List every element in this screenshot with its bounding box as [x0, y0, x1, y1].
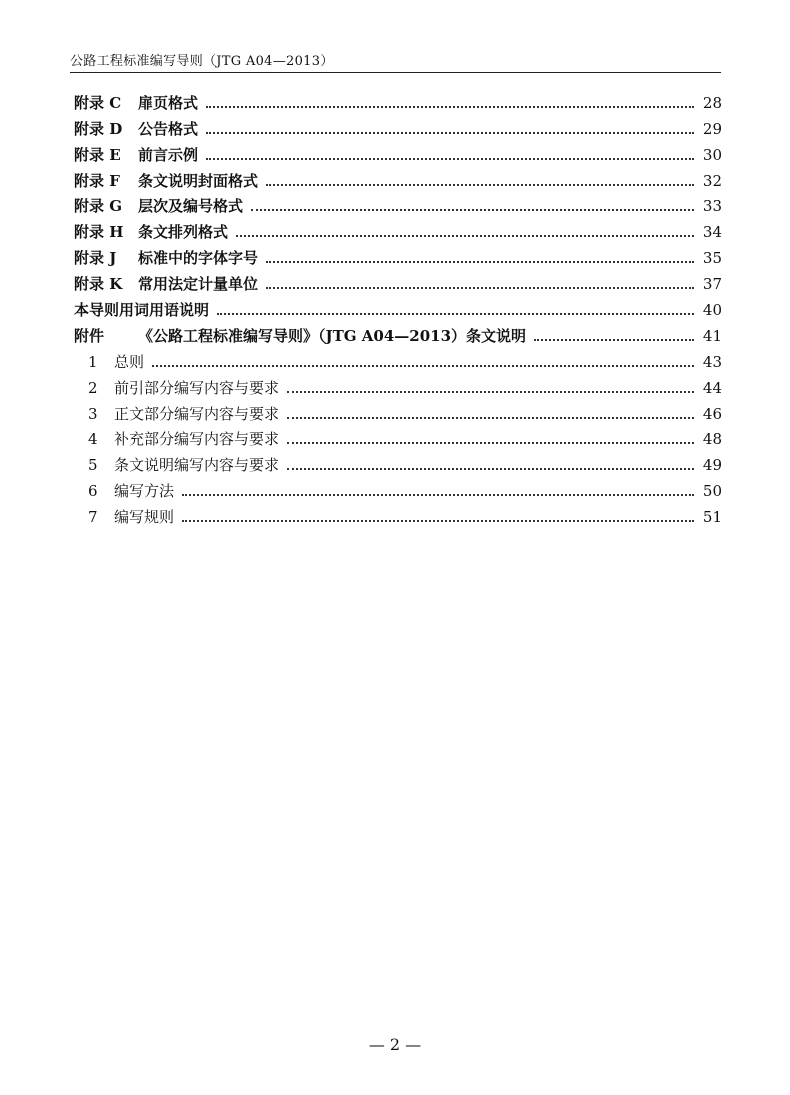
toc-entry-prefix: 附录 F — [74, 171, 120, 190]
toc-entry-title: 《公路工程标准编写导则》（JTG A04—2013）条文说明 — [138, 326, 527, 345]
toc-entry-page: 44 — [702, 378, 722, 397]
toc-entry-page: 37 — [702, 275, 722, 294]
toc-entry-title: 条文排列格式 — [138, 223, 229, 242]
toc-entry-title: 标准中的字体字号 — [138, 249, 259, 268]
toc-entry-page: 49 — [702, 456, 722, 475]
dot-leader — [152, 365, 694, 367]
toc-entry-appendix-f[interactable] — [74, 165, 722, 191]
toc-entry-page: 48 — [702, 430, 722, 449]
toc-entry-prefix: 附录 C — [74, 93, 122, 112]
toc-entry-appendix-d[interactable] — [74, 113, 722, 139]
toc-entry-title: 前引部分编写内容与要求 — [114, 378, 280, 397]
running-header: 公路工程标准编写导则（JTG A04—2013） — [70, 54, 334, 69]
toc-entry-title: 扉页格式 — [138, 93, 199, 112]
table-of-contents — [74, 87, 722, 527]
toc-entry-number: 5 — [88, 456, 98, 475]
toc-entry-appendix-g[interactable] — [74, 191, 722, 217]
dot-leader — [534, 339, 694, 341]
toc-entry-page: 43 — [702, 352, 722, 371]
toc-subentry-1[interactable] — [74, 346, 722, 372]
toc-entry-number: 1 — [88, 352, 98, 371]
toc-subentry-4[interactable] — [74, 424, 722, 450]
toc-entry-number: 7 — [88, 508, 98, 527]
toc-entry-prefix: 附录 J — [74, 249, 117, 268]
dot-leader — [287, 417, 694, 419]
toc-entry-page: 46 — [702, 404, 722, 423]
toc-entry-prefix: 附录 G — [74, 197, 123, 216]
toc-entry-page: 34 — [702, 223, 722, 242]
toc-entry-number: 3 — [88, 404, 98, 423]
toc-entry-title: 本导则用词用语说明 — [74, 301, 210, 320]
dot-leader — [206, 106, 694, 108]
toc-subentry-5[interactable] — [74, 449, 722, 475]
toc-entry-appendix-c[interactable] — [74, 87, 722, 113]
toc-entry-appendix-k[interactable] — [74, 268, 722, 294]
toc-entry-page: 30 — [702, 145, 722, 164]
dot-leader — [251, 209, 694, 211]
toc-entry-page: 33 — [702, 197, 722, 216]
dot-leader — [287, 391, 694, 393]
toc-entry-title: 正文部分编写内容与要求 — [114, 404, 280, 423]
dot-leader — [182, 494, 694, 496]
toc-entry-page: 32 — [702, 171, 722, 190]
toc-entry-title: 层次及编号格式 — [138, 197, 244, 216]
toc-entry-prefix: 附录 K — [74, 275, 123, 294]
toc-entry-title: 条文说明编写内容与要求 — [114, 456, 280, 475]
toc-entry-title: 常用法定计量单位 — [138, 275, 259, 294]
toc-entry-title: 前言示例 — [138, 145, 199, 164]
toc-entry-number: 6 — [88, 482, 98, 501]
toc-entry-page: 40 — [702, 301, 722, 320]
toc-entry-number: 2 — [88, 378, 98, 397]
toc-entry-title: 补充部分编写内容与要求 — [114, 430, 280, 449]
dot-leader — [236, 235, 694, 237]
toc-entry-page: 50 — [702, 482, 722, 501]
toc-subentry-7[interactable] — [74, 501, 722, 527]
toc-entry-title: 公告格式 — [138, 119, 199, 138]
dot-leader — [217, 313, 694, 315]
toc-entry-attachment[interactable] — [74, 320, 722, 346]
toc-entry-appendix-j[interactable] — [74, 242, 722, 268]
page-number: — 2 — — [368, 1035, 422, 1054]
toc-entry-title: 条文说明封面格式 — [138, 171, 259, 190]
toc-entry-prefix: 附录 H — [74, 223, 124, 242]
toc-entry-page: 41 — [702, 326, 722, 345]
dot-leader — [206, 132, 694, 134]
dot-leader — [206, 158, 694, 160]
toc-entry-prefix: 附录 D — [74, 119, 123, 138]
toc-entry-title: 编写方法 — [114, 482, 175, 501]
toc-entry-page: 28 — [702, 93, 722, 112]
header-rule — [70, 72, 721, 73]
toc-entry-terminology[interactable] — [74, 294, 722, 320]
toc-entry-prefix: 附录 E — [74, 145, 121, 164]
toc-entry-appendix-e[interactable] — [74, 139, 722, 165]
toc-entry-page: 35 — [702, 249, 722, 268]
dot-leader — [266, 261, 694, 263]
dot-leader — [182, 520, 694, 522]
dot-leader — [287, 468, 694, 470]
toc-entry-prefix: 附件 — [74, 326, 105, 345]
toc-entry-title: 总则 — [114, 352, 145, 371]
toc-entry-title: 编写规则 — [114, 508, 175, 527]
dot-leader — [266, 287, 694, 289]
toc-subentry-2[interactable] — [74, 372, 722, 398]
toc-entry-page: 29 — [702, 119, 722, 138]
dot-leader — [266, 184, 694, 186]
toc-subentry-3[interactable] — [74, 398, 722, 424]
toc-entry-page: 51 — [702, 508, 722, 527]
dot-leader — [287, 442, 694, 444]
toc-entry-number: 4 — [88, 430, 98, 449]
toc-entry-appendix-h[interactable] — [74, 216, 722, 242]
toc-subentry-6[interactable] — [74, 475, 722, 501]
